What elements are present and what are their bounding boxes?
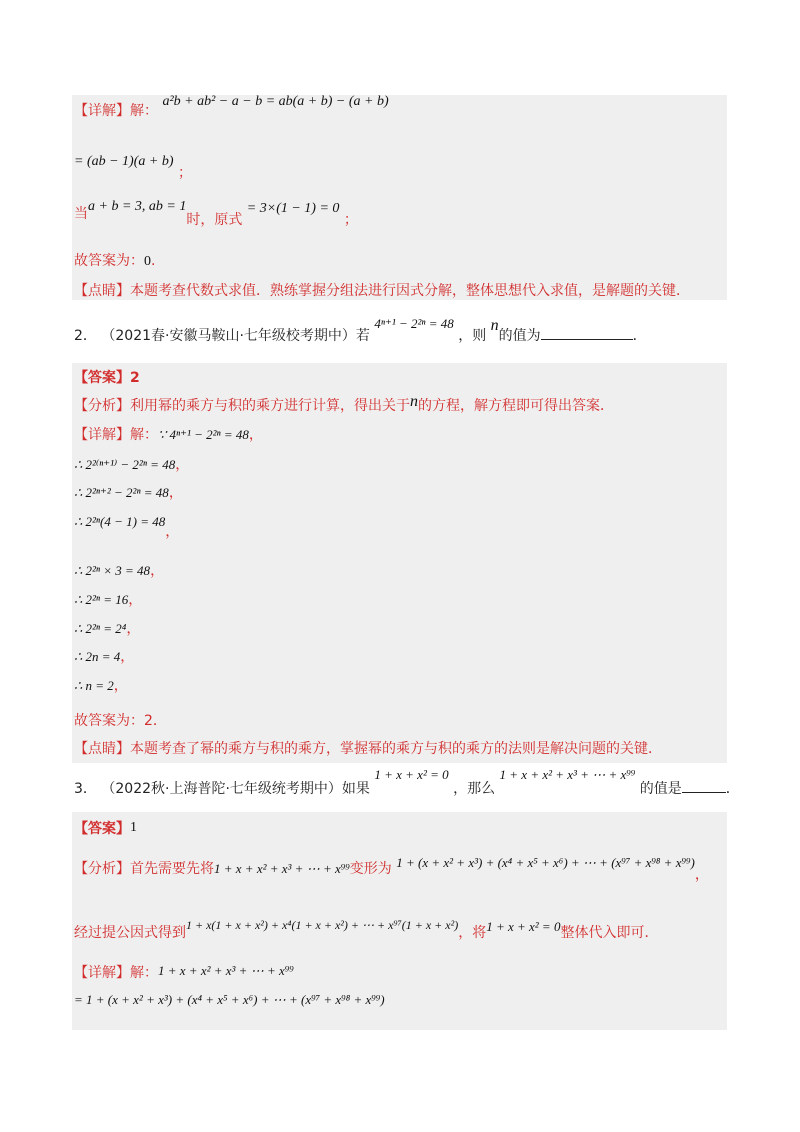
- detail-expression: 1 + x + x² + x³ + ⋯ + x⁹⁹: [158, 963, 294, 978]
- answer-blank: [682, 778, 726, 793]
- punct: ．: [632, 328, 647, 344]
- question-mid: ，则: [458, 328, 487, 344]
- analysis-var: n: [410, 393, 418, 410]
- q2-step-line: [74, 454, 189, 474]
- factor-equation: a²b + ab² − a − b = ab(a + b) − (a + b): [162, 94, 389, 109]
- q2-step-line: [74, 675, 128, 695]
- question-number: 2．: [74, 328, 97, 344]
- q2-step-line: [74, 560, 164, 580]
- detail-step: = 1 + (x + x² + x³) + (x⁴ + x⁵ + x⁶) + ⋯ + (x⁹⁷ + x⁹⁸ + x⁹⁹): [74, 992, 385, 1007]
- question-condition: 4ⁿ⁺¹ − 2²ⁿ = 48: [374, 316, 454, 331]
- step: ∴ 2n = 4: [74, 649, 121, 664]
- step: ∴ 2²ⁿ = 16: [74, 592, 129, 607]
- question-mid: ，那么: [453, 781, 496, 797]
- punct: ；: [343, 212, 358, 228]
- punct: ，: [126, 621, 141, 637]
- grouped-expression: 1 + (x + x² + x³) + (x⁴ + x⁵ + x⁶) + ⋯ + (x⁹⁷ + x⁹⁸ + x⁹⁹): [396, 855, 695, 870]
- punct: ，: [248, 427, 263, 443]
- question-source: （2022秋·上海普陀·七年级统考期中）如果: [101, 781, 370, 797]
- q2-step-line: [74, 646, 134, 666]
- q2-detail-line: [74, 424, 263, 444]
- punct: ，: [168, 485, 183, 501]
- step: ∴ n = 2: [74, 678, 114, 693]
- q2-analysis: [74, 395, 614, 415]
- step: ∴ 2²ⁿ(4 − 1) = 48: [74, 514, 166, 529]
- analysis-text: 整体代入即可．: [560, 925, 659, 941]
- cond-mid: 时，原式: [186, 212, 243, 228]
- q1-comment: 【点睛】本题考查代数式求值．熟练掌握分组法进行因式分解，整体思想代入求值，是解题的关键．: [74, 283, 690, 299]
- punct: ；: [177, 165, 192, 181]
- punct: ，: [120, 649, 135, 665]
- answer-label: 【答案】: [74, 821, 130, 837]
- cond-prefix: 当: [74, 206, 88, 222]
- punct: ，: [694, 867, 709, 883]
- answer-prefix: 故答案为：: [74, 253, 144, 269]
- q3-answer: [74, 818, 137, 838]
- q3-analysis-line2: [74, 918, 659, 942]
- q1-condition-line: [74, 199, 358, 228]
- step: ∵ 4ⁿ⁺¹ − 2²ⁿ = 48: [158, 427, 249, 442]
- factored-expression: 1 + x(1 + x + x²) + x⁴(1 + x + x²) + ⋯ + x⁹⁷(1 + x + x²): [186, 918, 459, 932]
- step: ∴ 2²ⁿ = 2⁴: [74, 621, 127, 636]
- punct: ．: [725, 781, 740, 797]
- cond-value: = 3×(1 − 1) = 0: [246, 201, 340, 216]
- q2-step-line: [74, 618, 140, 638]
- step: ∴ 2²ⁿ × 3 = 48: [74, 563, 151, 578]
- analysis-text: 【分析】首先需要先将: [74, 861, 214, 877]
- answer-blank: [541, 325, 633, 340]
- analysis-text: 经过提公因式得到: [74, 925, 186, 941]
- q2-step-line: [74, 482, 183, 502]
- analysis-text: ，将: [458, 925, 487, 941]
- question-expression: 1 + x + x² + x³ + ⋯ + x⁹⁹: [499, 767, 636, 782]
- question-tail: 的值为: [498, 328, 541, 344]
- q2-question: [74, 316, 647, 345]
- question-var: n: [490, 317, 499, 334]
- analysis-expression: 1 + x + x² + x³ + ⋯ + x⁹⁹: [214, 861, 350, 876]
- cond-equation: a + b = 3, ab = 1: [88, 199, 187, 214]
- q3-detail-line: [74, 962, 294, 982]
- detail-label: 【详解】解：: [74, 965, 158, 981]
- factor-result: = (ab − 1)(a + b): [74, 154, 174, 169]
- q2-step-line: [74, 511, 180, 540]
- question-tail: 的值是: [639, 781, 682, 797]
- analysis-text: 【分析】利用幂的乘方与积的乘方进行计算，得出关于: [74, 398, 410, 414]
- answer-value: 0: [144, 254, 151, 269]
- q1-detail-line: [74, 94, 389, 120]
- question-condition: 1 + x + x² = 0: [374, 767, 449, 782]
- analysis-text: 变形为: [349, 861, 392, 877]
- punct: .: [151, 253, 156, 269]
- punct: ，: [113, 678, 128, 694]
- q1-answer-line: [74, 250, 155, 270]
- q2-answer: 【答案】2: [74, 370, 140, 386]
- q2-step-line: [74, 589, 142, 609]
- q3-question: [74, 767, 740, 798]
- punct: ，: [175, 457, 190, 473]
- analysis-text: 的方程，解方程即可得出答案．: [418, 398, 614, 414]
- q2-solution-block: [72, 363, 727, 763]
- q2-comment: 【点睛】本题考查了幂的乘方与积的乘方，掌握幂的乘方与积的乘方的法则是解决问题的关键．: [74, 741, 662, 757]
- question-number: 3．: [74, 781, 97, 797]
- q3-detail-step: [74, 992, 385, 1008]
- step: ∴ 2²ⁿ⁺² − 2²ⁿ = 48: [74, 485, 169, 500]
- punct: ，: [128, 592, 143, 608]
- q1-step1-line: [74, 150, 192, 181]
- q3-analysis-line1: [74, 855, 709, 883]
- condition-expression: 1 + x + x² = 0: [486, 919, 561, 934]
- punct: ，: [150, 563, 165, 579]
- answer-value: 1: [130, 820, 137, 835]
- step: ∴ 2²⁽ⁿ⁺¹⁾ − 2²ⁿ = 48: [74, 457, 176, 472]
- q1-solution-block: [72, 95, 727, 300]
- q2-final-answer: 故答案为：2．: [74, 713, 167, 729]
- punct: ，: [165, 524, 180, 540]
- question-source: （2021春·安徽马鞍山·七年级校考期中）若: [101, 328, 370, 344]
- detail-label: 【详解】解：: [74, 427, 158, 443]
- detail-label: 【详解】解：: [74, 103, 158, 119]
